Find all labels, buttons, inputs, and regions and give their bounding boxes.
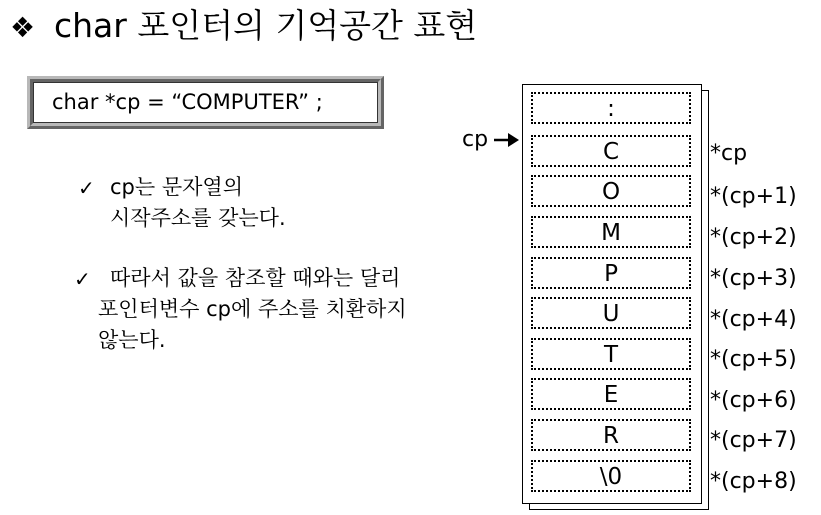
point-2-line-2: 포인터변수 cp에 주소를 치환하지: [98, 297, 407, 321]
point-1-line-1: cp는 문자열의: [110, 175, 243, 199]
memory-block: [522, 84, 702, 504]
pointer-expression-label: *(cp+8): [710, 469, 797, 494]
pointer-expression-label: *(cp+7): [710, 428, 797, 453]
memory-cell-ellipsis: :: [531, 92, 691, 124]
memory-cell: R: [531, 419, 691, 451]
right-arrow-icon: [493, 131, 521, 149]
memory-cell: C: [531, 135, 691, 167]
diamond-bullet-icon: ❖: [10, 11, 36, 44]
title-text: char 포인터의 기억공간 표현: [54, 6, 478, 45]
pointer-variable-label: cp: [462, 127, 489, 152]
point-2-line-3: 않는다.: [98, 328, 166, 352]
slide-title: [10, 4, 477, 48]
check-icon: ✓: [78, 176, 95, 200]
point-2-line-1: 따라서 값을 참조할 때와는 달리: [110, 266, 401, 290]
pointer-expression-label: *(cp+2): [710, 225, 797, 250]
memory-cell: O: [531, 175, 691, 207]
pointer-expression-label: *(cp+1): [710, 184, 797, 209]
memory-cell-null-terminator: \0: [531, 460, 691, 492]
check-icon: ✓: [74, 267, 91, 291]
memory-cell: P: [531, 257, 691, 289]
pointer-expression-label: *(cp+6): [710, 388, 797, 413]
pointer-expression-label: *(cp+5): [710, 347, 797, 372]
point-1-line-2: 시작주소를 갖는다.: [110, 206, 286, 230]
code-text: char *cp = “COMPUTER” ;: [33, 82, 378, 123]
code-box: [27, 76, 384, 129]
pointer-expression-label: *(cp+3): [710, 266, 797, 291]
memory-cell: M: [531, 216, 691, 248]
memory-cell: E: [531, 378, 691, 410]
memory-cell: T: [531, 338, 691, 370]
pointer-expression-label: *(cp+4): [710, 307, 797, 332]
memory-cell: U: [531, 297, 691, 329]
pointer-expression-label: *cp: [710, 141, 748, 166]
